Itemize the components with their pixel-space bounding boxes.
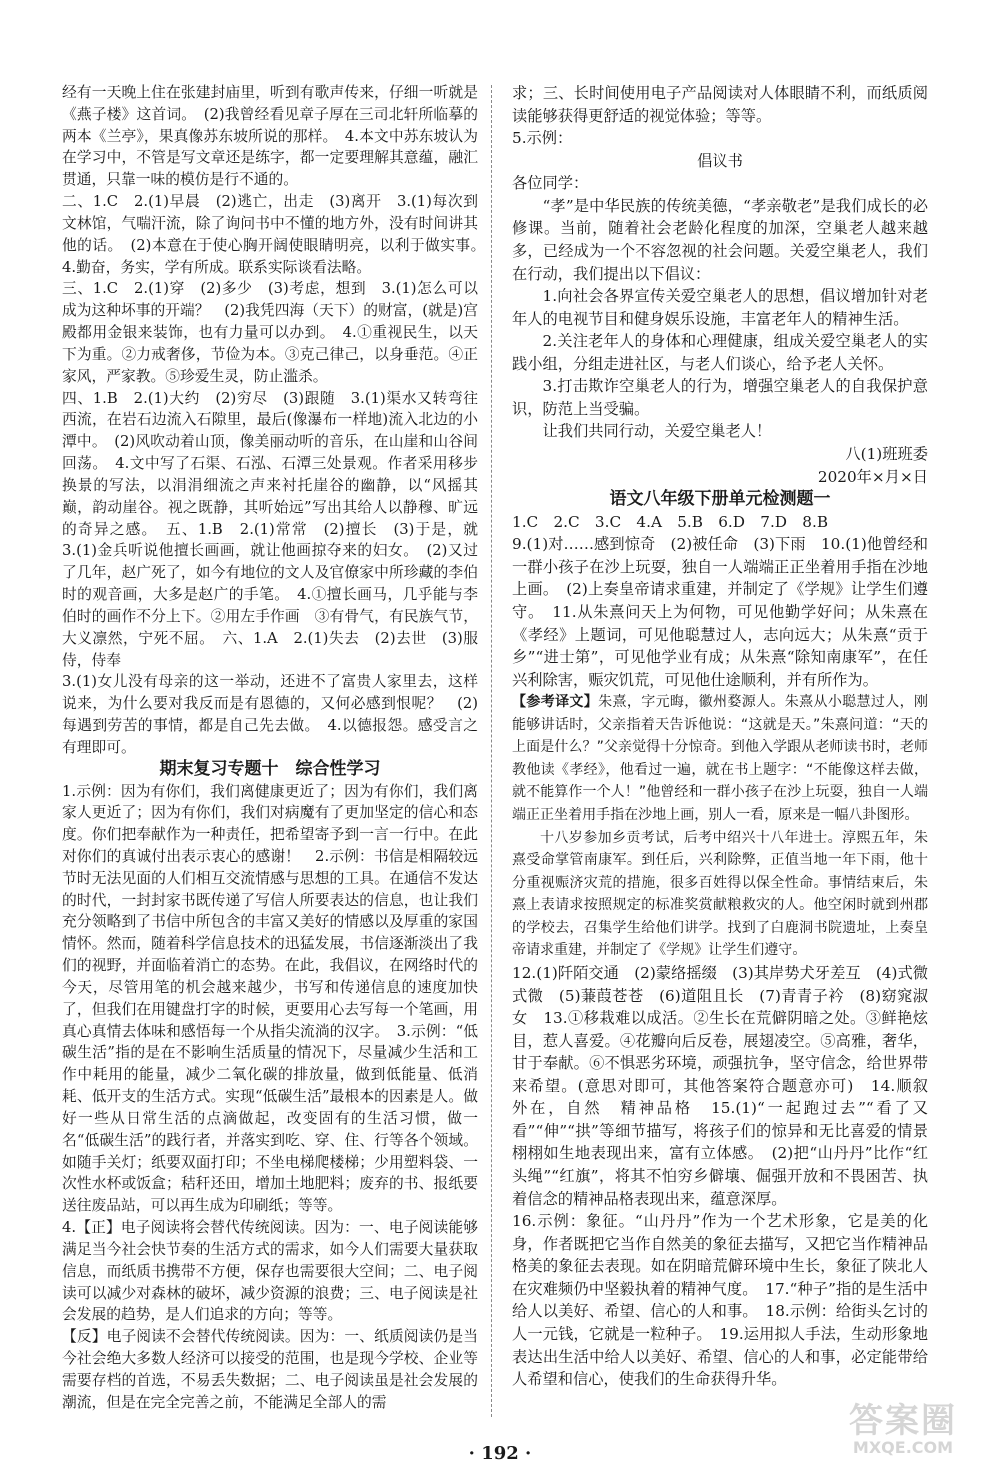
answer-paragraph: 【反】电子阅读不会替代传统阅读。因为：一、纸质阅读仍是当今社会绝大多数人经济可以接受的范围，也是现今学校、企业等需要存档的首选，不易丢失数据；二、电子阅读虽是社会发展的潮流，但是在完全完善之前，不能满足全部人的需 (62, 1328, 478, 1411)
right-column (512, 82, 944, 1391)
answer-paragraph: 4.【正】电子阅读将会替代传统阅读。因为：一、电子阅读能够满足当今社会快节奏的生活方式的需求，如今人们需要大量获取信息，而纸质书携带不方便，保存也需要很大空间；二、电子阅读可以减少对森林的破坏，减少资源的浪费；三、电子阅读是社会发展的趋势，是人们追求的方向；等等。 (62, 1219, 478, 1324)
answer-paragraph: 三、1.C 2.(1)穿 (2)多少 (3)考虑，想到 3.(1)怎么可以成为这种坏事的开端？ (2)我凭四海（天下）的财富，(就是)宫殿都用金银来装饰，也有力量可以办到。 4.①重视民生，以天下为重。②力戒奢侈，节俭为本。③克己律己，以身垂范。④正家风，严家教。⑤珍爱生灵，防止滥杀。 (62, 280, 478, 385)
translation-paragraph (512, 691, 928, 826)
section-title: 期末复习专题十 综合性学习 (159, 758, 381, 779)
letter-body: “孝”是中华民族的传统美德，“孝亲敬老”是我们成长的必修课。当前，随着社会老龄化程度的加深，空巢老人越来越多，已经成为一个不容忽视的社会问题。关爱空巢老人，我们在行动，我们提出以下倡议： (512, 196, 928, 283)
letter-title: 倡议书 (697, 151, 743, 170)
answer-paragraph: 经有一天晚上住在张建封庙里，听到有歌声传来，仔细一听就是《燕子楼》这首词。 (2)我曾经看见章子厚在三司北轩所临摹的两本《兰亭》，果真像苏东坡所说的那样。 4.本文中苏东坡认为在学习中，不管是写文章还是练字，都一定要理解其意蕴，融汇贯通，只靠一味的模仿是行不通的。 (62, 84, 478, 189)
translation-paragraph: 十八岁参加乡贡考试，后考中绍兴十八年进士。淳熙五年，朱熹受命掌管南康军。到任后，兴利除弊，正值当地一年下雨，他十分重视赈济灾荒的措施，很多百姓得以保全性命。事情结束后，朱熹上表请求按照规定的标准奖赏献粮救灾的人。他空闲时就到州郡的学校去，召集学生给他们讲学。找到了白鹿洞书院遗址，上奏皇帝请求重建，并制定了《学规》让学生们遵守。 (512, 829, 928, 959)
answer-paragraph: 16.示例：象征。“山丹丹”作为一个艺术形象，它是美的化身，作者既把它当作自然美的象征去描写，又把它当作精神品格美的象征去表现。如在阴暗荒僻环境中生长，象征了陕北人在灾难频仍中坚毅执着的精神气度。 17.“种子”指的是生活中给人以美好、希望、信心的人和事。 18.示例：给街头乞讨的人一元钱，它就是一粒种子。 19.运用拟人手法，生动形象地表达出生活中给人以美好、希望、信心的人和事，必定能带给人希望和信心，使我们的生命获得升华。 (512, 1212, 928, 1389)
answer-paragraph: 四、1.B 2.(1)大约 (2)穷尽 (3)跟随 3.(1)渠水又转弯往西流，在岩石边流入石隙里，最后(像瀑布一样地)流入北边的小潭中。 (2)风吹动着山顶，像美丽动听的音乐，在山崖和山谷间回荡。 4.文中写了石渠、石泓、石潭三处景观。作者采用移步换景的写法，以涓涓细流之声来衬托崖谷的幽静，以“风摇其巅，韵动崖谷。视之既静，其听始远”写出其给人以静穆、旷远的奇异之感。 五、1.B 2.(1)常常 (2)擅长 (3)于是，就 3.(1)金兵听说他擅长画画，就让他画掠夺来的妇女。 (2)又过了几年，赵广死了，如今有地位的文人及官僚家中所珍藏的李伯时的观音画，大多是赵广的手笔。 4.①擅长画马，几乎能与李伯时的画作不分上下。②用左手作画 ③有骨气，有民族气节，大义凛然，宁死不屈。 六、1.A 2.(1)失去 (2)去世 (3)服侍，侍奉 (62, 389, 493, 669)
answer-paragraph: 12.(1)阡陌交通 (2)蒙络摇缀 (3)其岸势犬牙差互 (4)式微式微 (5)蒹葭苍苍 (6)道阻且长 (7)青青子衿 (8)窈窕淑女 13.①移栽难以成活。②生长在荒僻阴暗之处。③鲜艳炫目，惹人喜爱。④花瓣向后反卷，展翅凌空。⑤高雅，奢华，甘于奉献。⑥不惧恶劣环境，顽强抗争，坚守信念，给世界带来希望。(意思对即可，其他答案符合题意亦可) 14.顺叙 外在，自然 精神品格 15.(1)“一起跑过去”“看了又看”“伸”“拱”等细节描写，将孩子们的惊异和无比喜爱的情景栩栩如生地表现出来，富有立体感。 (2)把“山丹丹”比作“红头绳”“红旗”，将其不怕穷乡僻壤、倔强开放和不畏困苦、执着信念的精神品格表现出来，蕴意深厚。 (512, 963, 944, 1208)
answer-paragraph: 二、1.C 2.(1)早晨 (2)逃亡，出走 (3)离开 3.(1)每次到文林馆，气喘汗流，除了询问书中不懂的地方外，没有时间讲其他的话。 (2)本意在于使心胸开阔使眼睛明亮，以利于做实事。 4.勤奋，务实，学有所成。联系实际谈看法略。 (62, 193, 493, 276)
translation-label: 【参考译文】 (512, 694, 599, 711)
left-column (62, 82, 493, 1414)
answer-paragraph: 1.示例：因为有你们，我们离健康更近了；因为有你们，我们离家人更近了；因为有你们，我们对病魔有了更加坚定的信心和态度。你们把奉献作为一种责任，把希望寄予到一言一行中。在此对你们的真诚付出表示衷心的感谢！ 2.示例：书信是相隔较远节时无法见面的人们相互交流情感与思想的工具。在通信不发达的时代，一封封家书既传递了写信人所要表达的信息，也让我们充分领略到了书信中所包含的丰富又美好的情感以及厚重的家国情怀。然而，随着科学信息技术的迅猛发展，书信逐渐淡出了我们的视野，并面临着消亡的态势。在此，我倡议，在网络时代的今天，尽管用笔的机会越来越少，书写和传递信息的速度加快了，但我们在用键盘打字的时候，更要用心去写每一个笔画，用真心真情去体味和感悟每一个从指尖流淌的汉字。 3.示例：“低碳生活”指的是在不影响生活质量的情况下，尽量减少生活和工作中耗用的能量，减少二氧化碳的排放量，做到低能量、低消耗、低开支的生活方式。实现“低碳生活”最根本的因素是人。做好一些从日常生活的点滴做起，改变固有的生活习惯，做一名“低碳生活”的践行者，并落实到吃、穿、住、行等各个领域。如随手关灯；纸要双面打印；不坐电梯爬楼梯；少用塑料袋、一次性水杯或饭盒；秸秆还田，增加土地肥料；废弃的书、报纸要送往废品站，可以再生成为印刷纸；等等。 (62, 782, 478, 1215)
answer-paragraph: 1.C 2.C 3.C 4.A 5.B 6.D 7.D 8.B (512, 512, 829, 531)
answer-paragraph: 3.(1)女儿没有母亲的这一举动，还进不了富贵人家里去，这样说来，为什么要对我反而是有恩德的，又何必感到恨呢？ (2)每遇到劳苦的事情，都是自己先去做。 4.以德报怨。感受言之有理即可。 (62, 673, 478, 756)
letter-date: 2020年×月×日 (817, 467, 928, 486)
letter-greeting: 各位同学： (512, 174, 589, 193)
watermark-url: MXQE.COM (852, 1438, 954, 1457)
watermark (828, 1403, 978, 1461)
letter-body: 3.打击欺诈空巢老人的行为，增强空巢老人的自我保护意识，防范上当受骗。 (512, 377, 928, 418)
example-label: 5.示例： (512, 129, 573, 148)
letter-body: 2.关注老年人的身体和心理健康，组成关爱空巢老人的实践小组，分组走进社区，与老人们谈心，给予老人关怀。 (512, 332, 928, 373)
column-divider (491, 85, 492, 1417)
letter-body: 1.向社会各界宣传关爱空巢老人的思想，倡议增加针对老年人的电视节目和健身娱乐设施，丰富老年人的精神生活。 (512, 287, 928, 328)
test-title: 语文八年级下册单元检测题一 (609, 489, 831, 510)
page-number: · 192 · (468, 1443, 532, 1464)
answer-paragraph: 求；三、长时间使用电子产品阅读对人体眼睛不利，而纸质阅读能够获得更舒适的视觉体验；等等。 (512, 84, 928, 125)
answer-paragraph: 9.(1)对……感到惊奇 (2)被任命 (3)下雨 10.(1)他曾经和一群小孩子在沙上玩耍，独自一人端端正正坐着用手指在沙地上画。 (2)上奏皇帝请求重建，并制定了《学规》让学生们遵守。 11.从朱熹问天上为何物，可见他勤学好问；从朱熹在《孝经》上题词，可见他聪慧过人，志向远大；从朱熹“贡于乡”“进士第”，可见他学业有成；从朱熹“除知南康军”，在任兴利除害，赈灾饥荒，可见他仕途顺利，并有所作为。 (512, 535, 928, 689)
letter-body: 让我们共同行动，关爱空巢老人！ (542, 422, 772, 441)
translation-text: 朱熹，字元晦，徽州婺源人。朱熹从小聪慧过人，刚能够讲话时，父亲指着天告诉他说：“这就是天。”朱熹问道：“天的上面是什么？”父亲觉得十分惊奇。到他入学跟从老师读书时，老师教他读《孝经》，他看过一遍，就在书上题字：“不能像这样去做，就不能算作一个人！”他曾经和一群小孩子在沙上玩耍，独自一人端端正正坐着用手指在沙地上画，别人一看，原来是一幅八卦图形。 (512, 694, 928, 823)
letter-signature: 八(1)班班委 (845, 445, 928, 463)
watermark-logo: 答案圈 (849, 1401, 957, 1441)
